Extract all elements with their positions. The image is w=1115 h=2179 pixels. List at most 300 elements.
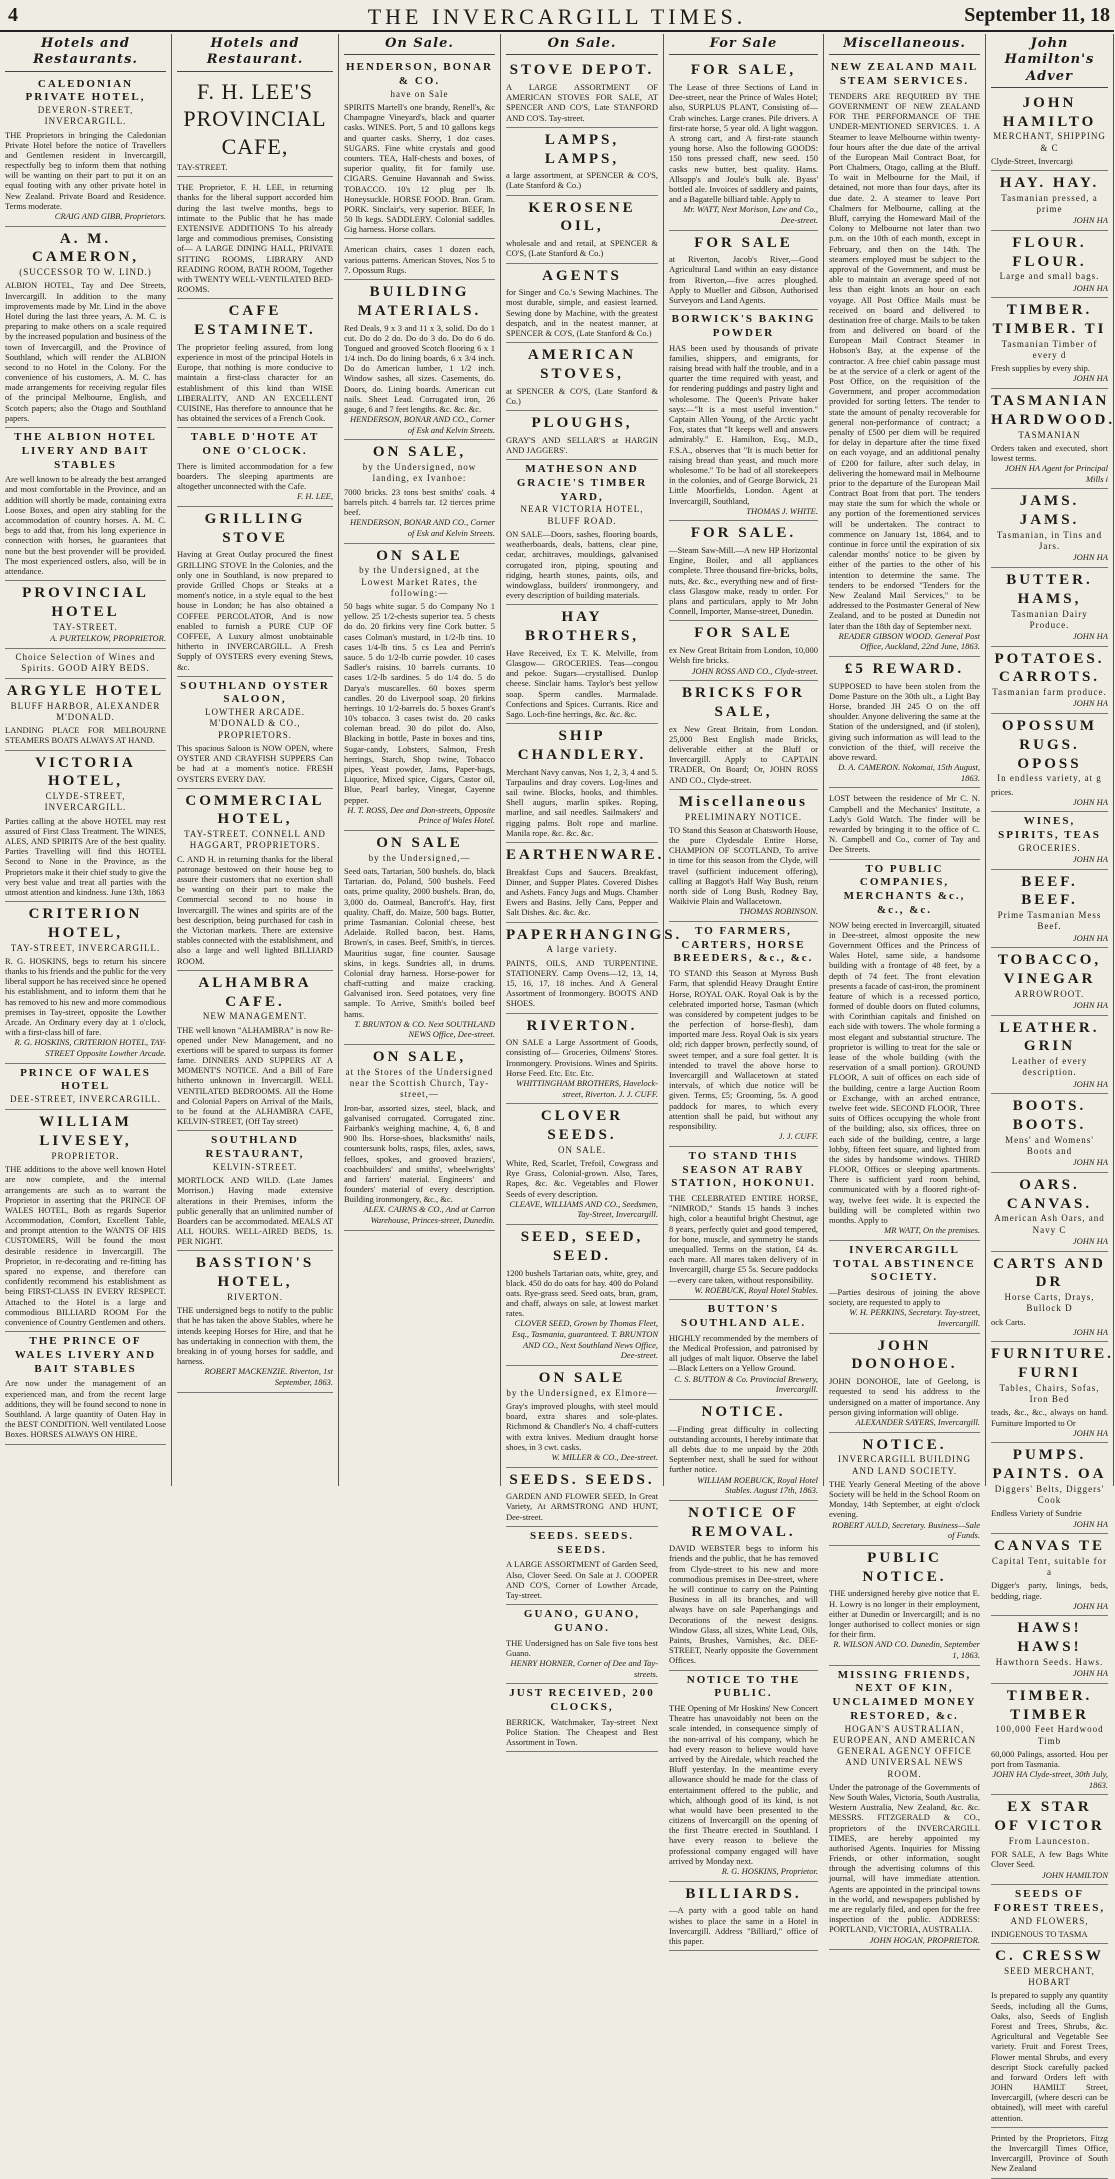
ad-signature: JOHN HA [1072,1000,1108,1011]
ad-body: ON SALE—Doors, sashes, flooring boards, weatherboards, deals, battens, clear pine, cedar, architraves, mouldings, galvanised corrugated iron, piping, spouting and ridging, hearth stones, paints, oils, and windowglass, builders' ironmongery, and every description of building materials. [506,528,658,601]
advertisement [669,790,818,922]
ad-signature: JOHN HA [1072,1518,1108,1529]
advertisement [506,1468,658,1527]
ad-title: ON SALE [538,1369,626,1386]
ad-signature: ROBERT MACKENZIE. Riverton, 1st September, 1863. [204,1366,333,1387]
ad-body: MORTLOCK AND WILD. (Late James Morrison.) Having made extensive alterations in their Premises, inform the public generally that an unlimited number of Boarders can be accommodated. MEALS AT ALL HOURS. WELL-AIRED BEDS, 1s. PER NIGHT. [177,1175,333,1247]
ad-title: ON SALE [376,547,463,564]
ad-body: THE CELEBRATED ENTIRE HORSE, "NIMROD," Stands 15 hands 3 inches high, color a beautiful bright Chestnut, age 8 years, perfectly quiet and good tempered, for bone, muscle, and symmetry he stands unequalled. Terms on the station, £4 4s. each mare. All mares taken delivery of in Invercargill, charge £5 5s. Secure paddocks—every care taken, without responsibility. [669,1193,818,1285]
ad-subtitle: Diggers' Belts, Diggers' Cook [994,1483,1105,1506]
advertisement [829,1241,980,1334]
ad-body: THE additions to the above well known Hotel are now complete, and the internal arrangements are such as to warrant the Proprietor in asserting that the PRINCE OF WALES HOTEL, Both as regards Superior Accommodation, Comfort, Excellent Table, and prompt attention to the WANTS OF HIS CUSTOMERS, Will be found the most desirable residence in Invercargill. The Proprietor, in re-decorating and re-fitting has spared no expense, and therefore can confidently recommend his establishment as being FIRST-CLASS IN EVERY RESPECT. Attached to the Hotel is a large and commodious BILLIARD ROOM For the convenience of Country Gentlemen and others. [5,1164,166,1327]
ad-subtitle: ARROWROOT. [1014,988,1085,999]
ad-body: Endless Variety of Sundrie [991,1508,1082,1519]
ad-subtitle: TAY-STREET, INVERCARGILL. [10,942,161,953]
ad-title: HAY. HAY. [999,174,1100,191]
ad-signature: T. BRUNTON & CO. Next SOUTHLAND NEWS Office, Dee-street. [354,1018,495,1040]
ad-body: A LARGE ASSORTMENT OF AMERICAN STOVES FOR SALE, AT SPENCER AND CO'S, Late STANFORD AND CO'S. Tay-street. [506,82,658,123]
ad-title: HENDERSON, BONAR & CO. [346,61,493,87]
advertisement [344,544,495,832]
advertisement [991,1795,1108,1885]
ad-title: BEEF. BEEF. [1021,873,1078,909]
ad-subtitle: PROVINCIAL CAFE, [183,106,327,159]
advertisement [991,1094,1108,1173]
ad-body: —Finding great difficulty in collecting outstanding accounts, I hereby intimate that all debts due to me unpaid by the 20th September next, shall be sued for without further notice. [669,1423,818,1475]
ad-body: Parties calling at the above HOTEL may rest assured of First Class Treatment. The WINES, ALES, AND SPIRITS Are of the best quality. Parties Travelling will find this HOTEL Second to None in the Province, as the Proprietors make it their chief study to give the very best value and treat all parties with the utmost attention and kindness. June 13th, 1863 [5,815,166,897]
ad-subtitle: DEE-STREET, INVERCARGILL. [9,1094,162,1105]
ad-subtitle: GROCERIES. [1018,842,1081,853]
advertisement [669,231,818,311]
ad-body: Clyde-Street, Invercargi [991,155,1073,166]
ad-title: CRITERION HOTEL, [28,906,143,941]
advertisement [5,902,166,1064]
advertisement [5,649,166,680]
advertisement [991,647,1108,714]
ad-title: FOR SALE. [690,525,797,542]
page-number: 4 [8,4,18,26]
advertisement [991,171,1108,231]
advertisement [991,489,1108,568]
ad-subtitle: by the Undersigned, now landing, ex Ivanhoe: [362,462,477,484]
ad-title: LAMPS, LAMPS, [544,131,620,167]
ad-title: BORWICK'S BAKING POWDER [671,313,816,339]
advertisement [506,343,658,411]
ad-body: for Singer and Co.'s Sewing Machines. The most durable, simple, and easiest learned. Sewing done by Machine, with the greatest despatch, and in the neatest manner, at SPENCER & CO'S, (Late Stanford & Co.) [506,287,658,338]
ad-body: ex New Great Britain, from London. 25,000 Best English made Bricks, deliverable either at the Bluff or Invercargill. Apply to CAPTAIN TRADER, On Board; Or, JOHN ROSS AND CO., Clyde-street. [669,723,818,785]
ad-title: PUBLIC NOTICE. [862,1549,947,1585]
ad-title: LEATHER. GRIN [999,1019,1100,1055]
columns-container [0,34,1115,2174]
ad-body: Digger's party, linings, beds, bedding, riage. [991,1580,1108,1601]
ad-body: 50 bags white sugar. 5 do Company No 1 yellow. 25 1/2-chests superior tea. 5 chests do do. 20 firkins very fine Cork butter. 5 cases Colman's mustard, in 1/2-lb tins. 10 cases 1/4-lb tins. 5 cs Lea and Perrin's sauce. 5 do 1/2-lb currie powder. 10 cases Sadler's raisins. 10 barrels currants. 10 cases 1/2-lb sardines. 5 do 1/4 do. 5 do Darya's muscarelles. 60 boxes sperm candles. 20 do Liverpool soap. 20 firkins herrings. 10 1/2-barrels do. 5 boxes Grant's 10's tobacco. 3 cases twist do. 20 casks coleman bread. 30 do pilot do. Also, Blacking in bottle, Paste in boxes and tins, Sugar-candy, Lobsters, Salmon, Fresh herrings, Starch, Shop twine, Tobacco pipes, Yeast powder, Jams, Paper-bags, Liquorice, Mixed spice, Cigars, Castor oil, Blue, Pearl barley, Vinegar, Cayenne pepper. [344,601,495,805]
ad-body: Fresh supplies by every ship. [991,363,1090,374]
ad-title: JUST RECEIVED, 200 CLOCKS, [509,1687,655,1713]
advertisement [5,75,166,227]
advertisement [506,411,658,460]
ad-title: PAPERHANGINGS. [506,926,683,943]
ad-title: FOR SALE, [690,62,797,79]
ad-title: NOTICE OF REMOVAL. [688,1504,799,1540]
advertisement [991,870,1108,949]
ad-body: —A party with a good table on hand wishes to place the same in a Hotel in Invercargill. Address "Billiard," office of this paper. [669,1905,818,1946]
issue-date: September 11, 18 [964,4,1110,26]
advertisement [5,1064,166,1111]
ad-body: THE Undersigned has on Sale five tons best Guano. [506,1637,658,1658]
ad-body: —Steam Saw-Mill.—A new HP Horizontal Engine, Boiler, and all appliances complete. Three thousand fire-bricks, bolts, nuts, &c. &c., everything new and of first-class Glasgow make, ready to order. For plans and particulars, apply to Mr John Connell, Importer, Manse-street, Dunedin. [669,545,818,617]
ad-title: SOUTHLAND RESTAURANT, [205,1134,305,1161]
ad-title: ALHAMBRA CAFE. [198,974,312,1010]
ad-subtitle: A large variety. [546,944,618,955]
ad-subtitle: PROPRIETOR. [51,1150,120,1161]
ad-subtitle: BLUFF HARBOR, ALEXANDER M'DONALD. [10,700,161,722]
ad-signature: THOMAS J. WHITE. [746,505,818,516]
ad-subtitle: TAY-STREET. CONNELL AND HAGGART, PROPRIETORS. [184,829,326,851]
ad-body: Printed by the Proprietors, Fitzg the Invercargill Times Office, Invercargill, Province of South New Zealand [991,2132,1108,2174]
advertisement [5,1110,166,1332]
ad-title: A. M. CAMERON, [32,230,139,266]
advertisement [177,507,333,677]
ad-signature: CRAIG AND GIBB, Proprietors. [54,211,166,221]
ad-signature: Mr. WATT, Next Morison, Law and Co., Dee-street. [683,204,818,225]
ad-subtitle: have on Sale [390,88,449,99]
ad-title: CAFE ESTAMINET. [194,303,316,338]
ad-body: Under the patronage of the Governments of New South Wales, Victoria, South Australia, Western Australia, New Zealand, &c. &c. MESSRS. FITZGERALD & CO., proprietors of the INVERCARGILL TIMES, are hereby appointed my authorised Agents. Inquiries for Missing Friends, or other information, sought through the advertising columns of this journal, will have immediate attention. Agents are appointed in the principal towns in the world, and newspapers published by me are regularly filed, and open for the free inspection of the public. ADDRESS: PORTLAND, VICTORIA, AUSTRALIA. [829,1781,981,1935]
advertisement [506,1225,658,1366]
ad-subtitle: by the Undersigned, ex Elmore— [506,1387,658,1398]
ad-body: TO Stand this Season at Chatsworth House, the pure Clydesdale Entire Horse, CHAMPION OF SCOTLAND, To arrive in time for this season from the Clyde, will travel (sufficient inducement offering), calling at Baggot's Half Way Bush, return north side of Long Bush, Rodney Bay, Waikivie Plain and Wallacetown. [669,824,818,907]
ad-body: 1200 bushels Tartarian oats, white, grey, and black. 450 do do oats for hay. 400 do Poland oats. Rye-grass seed. Seed oats, bran, gram, and chaff, always on sale, at lowest market rates. [506,1267,658,1319]
ad-signature: CLEAVE, WILLIAMS AND CO., Seedsmen, Tay-Street, Invercargill. [509,1198,658,1220]
ad-body: Red Deals, 9 x 3 and 11 x 3, solid. Do do 1 cut. Do do 2 do. Do do 3 do. Do do 6 do. Tongued and grooved Scotch flooring 6 x 1 1/4 inch. Do do lining boards, 6 x 3/4 inch. Do do American lumber, 1 1/2 inch. Window sashes, all sizes. Casements, do. Doors, do. Lining boards. American cut nails. Sheet Lead. Corrugated iron, 26 gauge, 6 and 7 feet lengths. &c. &c. &c. [344,322,495,414]
advertisement [177,1251,333,1392]
ad-title: NEW ZEALAND MAIL STEAM SERVICES. [830,61,979,87]
ad-title: TABLE D'HOTE AT ONE O'CLOCK. [190,431,320,457]
ad-subtitle: SEED MERCHANT, HOBART [1004,1965,1095,1988]
ad-body: Is prepared to supply any quantity Seeds, including all the Gums, Oaks, also, Seeds of English Forest and Trees, Shrubs, &c. Agricultural and Vegetable See variety. Fruit and Forest Trees, Flower mental Shrubs, and every descript Stock carefully packed and forward Orders left with JOHN HAMILT Street, Invercargill, (where descri can be obtained), will meet with careful attention. [991,1990,1108,2123]
ad-body: a large assortment, at SPENCER & CO'S, (Late Stanford & Co.) [506,170,658,191]
ad-title: BUTTON'S SOUTHLAND ALE. [680,1303,807,1330]
advertisement [991,298,1108,389]
ad-title: PUMPS. PAINTS. OA [992,1447,1107,1483]
ad-body: DAVID WEBSTER begs to inform his friends and the public, that he has removed from Clyde-street to his new and more commodious premises in Dee-street, where he will continue to carry on the Painting Business in all its branches, and will always have on sale Paperhangings and Decorations of the newest designs. Window Glass, all sizes, White Lead, Oils, Paints, Brushes, Varnishes, &c. DEE-STREET, Nearly opposite the Government Offices. [669,1543,818,1666]
advertisement [669,1671,818,1882]
ad-body: LANDING PLACE FOR MELBOURNE STEAMERS BOATS ALWAYS AT HAND. [5,725,166,746]
advertisement [506,1684,658,1752]
ad-signature: H. T. ROSS, Dee and Don-streets, Opposite Prince of Wales Hotel. [347,804,495,826]
ad-title: FLOUR. FLOUR. [1012,234,1087,270]
ad-body: R. G. HOSKINS, begs to return his sincere thanks to his friends and the public for the very liberal support he has received since he opened his establishment, and to inform them that he has removed to his new and more commodious premises in Tay-street, opposite the Lowther Arcade. An Ordinary every day at 1 o'clock, with a first-class bill of fare. [5,955,166,1038]
ad-title: TO PUBLIC COMPANIES, MERCHANTS &c., &c., &c. [843,862,966,916]
column-heading: Miscellaneous. [829,34,980,55]
ad-body: TENDERS ARE REQUIRED BY THE GOVERNMENT OF NEW ZEALAND FOR THE PERFORMANCE OF THE UNDER-MENTIONED SERVICES. 1. A Steamer to leave Melbourne within twenty-four hours after the due date of the arrival of the European Mail Contract Boat, for Port Chalmers, Otago, calling at the Bluff. To wait in Melbourne for the Mail, if detained, not more than four days, after its due date. 2. A steamer to leave Port Chalmers for Melbourne, calling at the Bluff, carrying the Homeward Mail of the Colony to Melbourne not later than two p.m. on the 10th of each month, except in February, and then on the 14th. The steamers employed must be subject to the approval of the Government, and must be able to maintain an average speed of not less than eight knots an hour on each voyage. All Post Office Mails must be received on board and delivered to destination free of charge. Mails to be taken from and delivered on board of the European Mail Contract Steamer in Hobson's Bay, at the expense of the contractor. A free chief cabin passage must be at the service of a clerk or agent of the Post Office, on the requisition of the Government, and proper accommodation provided for sorting letters. The tender to state the amount of penalty recoverable for general non-performance of contract; a penalty of £500 per diem will be required for delay in departure after the time fixed on each voyage, and an additional penalty of £200 for failure, after such delay, in delivering the homeward mail in Melbourne prior to the departure of the European Mail Contract Boat from that port. The tenders may state the sum for which the whole or any portion of the forementioned services will be undertaken. The contract to commence on January 1st, 1864, and to continue in force until the expiration of six calendar months' notice to be given by either of the parties to the other of his intention to determine the same. The tenders to be endorsed "Tenders for the New Zealand Mail Services," to be addressed to the Postmaster General of New Zealand, and to be posted at Dunedin not later than the 18th day of September next. [829,90,980,631]
column-4 [501,34,683,1748]
ad-title: PRINCE OF WALES HOTEL [20,1066,151,1093]
advertisement [829,1334,980,1433]
ad-body: THE Yearly General Meeting of the above Society will be held in the School Room on Monday, 14th September, at eight o'clock evening. [829,1478,980,1520]
advertisement [669,521,818,621]
ad-body: —Parties desirous of joining the above society, are requested to apply to [829,1287,980,1308]
ad-title: THE PRINCE OF WALES LIVERY AND BAIT STABLES [14,1335,157,1375]
ad-subtitle: Prime Tasmanian Mess Beef. [997,910,1102,932]
ad-title: SEEDS. SEEDS. SEEDS. [530,1529,634,1556]
advertisement [177,677,333,789]
ad-signature: J. J. CUFF. [778,1131,818,1142]
ad-subtitle: From Launceston. [1008,1835,1091,1846]
ad-subtitle: CLYDE-STREET, INVERCARGILL. [44,791,127,813]
ad-title: CALEDONIAN PRIVATE HOTEL, [25,77,146,104]
ad-title: CLOVER SEEDS. [540,1108,624,1143]
ad-body: ALBION HOTEL, Tay and Dee Streets, Invercargill. In addition to the many improvements made by Mr. Lind in the above Hotel during the last three years, A. M. C. is preparing to make others on a scale required by the increased population and business of the town of Invercargill, and the Province of Southland, which will render the ALBION second to no Hotel in the Colony. For the convenience of his customers, A. M. C. has made arrangements for receiving regular files of the principal Melbourne, English, and Scotch papers; also the Otago and Southland papers. [5,280,166,423]
advertisement [991,1252,1108,1343]
column-1 [0,34,172,1486]
ad-title: FOR SALE [694,234,793,251]
ad-body: at Riverton, Jacob's River,—Good Agricultural Land within an easy distance from Riverton,—five acres ploughed. Apply to Mueller and Gibson, Authorised Surveyors and Land Agents. [669,254,818,305]
ad-title: SOUTHLAND OYSTER SALOON, [180,679,330,706]
ad-subtitle: INVERCARGILL BUILDING AND LAND SOCIETY. [838,1454,971,1476]
ad-subtitle: RIVERTON. [226,1291,284,1302]
advertisement [506,264,658,344]
ad-title: PROVINCIAL HOTEL [22,585,149,620]
ad-subtitle: Tasmanian pressed, a prime [1001,192,1098,214]
ad-subtitle: Tasmanian, in Tins and Jars. [996,529,1103,552]
ad-signature: ROBERT AULD, Secretary. Business—Sale of Funds. [832,1519,980,1541]
advertisement [669,1300,818,1400]
ad-signature: HENDERSON, BONAR AND CO., Corner of Esk and Kelvin Streets. [349,414,495,435]
advertisement [5,428,166,581]
ad-body: SUPPOSED to have been stolen from the Dome Pasture on the 30th ult., a Light Bay Horse, branded JH 245 O on the off shoulder. Anyone delivering the same at the Station of the undersigned, and (if stolen), giving such information as will lead to the conviction of the thief, will receive the above reward. [829,680,980,762]
ad-title: WINES, SPIRITS, TEAS [998,815,1101,842]
ad-title: BRICKS FOR SALE, [682,685,805,720]
advertisement [669,1882,818,1952]
ad-title: MISSING FRIENDS, NEXT OF KIN, UNCLAIMED MONEY RESTORED, &c. [832,1668,977,1722]
ad-signature: HENDERSON, BONAR AND CO., Corner of Esk and Kelvin Streets. [349,517,495,538]
column-heading: For Sale [669,34,818,55]
advertisement [344,239,495,280]
ad-body: Orders taken and executed, short lowest terms. [991,442,1108,463]
ad-signature: JOHN ROSS AND CO., Clyde-street. [691,665,818,676]
ad-title: SHIP CHANDLERY. [517,728,647,763]
ad-signature: W. H. PERKINS, Secretary. Tay-street, Invercargill. [849,1307,980,1329]
ad-body: Are now under the management of an experienced man, and from the recent large additions, they will be found second to none in Southland. A large quantity of Oaten Hay in the BEST CONDITION. Well ventilated Loose Boxes. HORSES ALWAYS ON HIRE. [5,1378,166,1440]
ad-title: C. CRESSW [995,1948,1104,1965]
ad-subtitle: Mens' and Womens' Boots and [1005,1134,1094,1157]
advertisement [991,714,1108,812]
ad-title: BUTTER. HAMS, [1006,572,1093,607]
ad-body: THE well known "ALHAMBRA" is now Re-opened under New Management, and no exertions will be spared to surpass its former fame. DINNERS AND SUPPERS AT A MOMENT'S NOTICE. And a Bill of Fare hitherto unknown in Invercargill. WELL VENTILATED BEDROOMS. All the Home and Colonial Papers on Arrival of the Mails, to be found at the ALHAMBRA CAFE, KELVIN-STREET, (Off Tay street) [177,1024,333,1127]
ad-signature: JOHN HA [1072,373,1108,384]
ad-title: THE ALBION HOTEL LIVERY AND BAIT STABLES [14,431,157,471]
ad-title: WILLIAM LIVESEY, [39,1114,132,1150]
advertisement [177,299,333,428]
ad-body: PAINTS, OILS, AND TURPENTINE. STATIONERY. Camp Ovens—12, 13, 14, 15, 16, 17, 18 inches. And A General Assortment of Ironmongery. BOOTS AND SHOES. [506,957,658,1009]
ad-title: TIMBER. TIMBER. TI [992,302,1107,337]
ad-body: GARDEN AND FLOWER SEED, In Great Variety, At ARMSTRONG AND HUNT, Dee-street. [506,1491,658,1522]
ad-signature: C. S. BUTTON & Co. Provincial Brewery, Invercargill. [674,1373,818,1395]
advertisement [991,948,1108,1015]
ad-subtitle: at the Stores of the Undersigned near the Scottish Church, Tay-street,— [345,1066,494,1100]
advertisement [506,843,665,923]
ad-subtitle: NEW MANAGEMENT. [202,1011,308,1022]
advertisement [5,1332,166,1444]
ad-body: wholesale and and retail, at SPENCER & CO'S, (Late Stanford & Co.) [506,238,658,259]
ad-body: TO STAND this Season at Myross Bush Farm, that splendid Heavy Draught Entire Horse, ROYAL OAK. Royal Oak is by the celebrated imported horse, Tasman (which was considered by competent judges to be the perfection of horse-flesh), dam imported mare Jess. Royal Oak is six years old; rich dapper brown, perfectly sound, of sweet temper, and a sure foal getter. It is intended to travel the above horse to Invercargill and Wallacetown at stated intervals, of which due notice will be given. Terms, £5; Grooming, 5s. A good paddock for mares, to which every attention shall be paid, but without any responsibility. [669,968,818,1131]
ad-signature: W. ROEBUCK, Royal Hotel Stables. [694,1284,818,1295]
ad-body: NOW being erected in Invercargill, situated in Dee-street, almost opposite the new Government Offices and the Princess of Wales Hotel, same side, a handsome building with a frontage of 48 feet, by a depth of 74 feet. The front elevation presents a facade of cast-iron, the prominent feature of which is a recessed portico, formed of double doors on fluted columns, with Corinthian capitals and finished on each side with towers. The whole forming a most elegant and substantial structure. The proprietor is willing to treat for the sale or lease of the whole building (with the reservation of a small portion). GROUND FLOOR, A suit of offices on each side of the building, centre a large Auction Room or Exchange, with an arched entrance, twelve feet wide. SECOND FLOOR, Three suits of Offices occupying the whole front of the building; also, six offices, three on each side of the building, centre, a large lobby, fifteen feet square, and lighted from the sides by handsome windows. THIRD FLOOR, Offices or sleeping apartments. There is sufficient yard room behind, communicated with by a floored right-of-way, twelve feet wide. It is expected the building will be completed within two months. Apply to [829,919,980,1225]
ad-body: THE Proprietors in bringing the Caledonian Private Hotel before the notice of Travellers and Gentlemen resident in Invercargill, respectfully beg to inform them that nothing will be wanting on their part to put it on an equal footing with any other private hotel in New Zealand. Private Board and Residence. Terms moderate. [5,129,166,211]
advertisement [344,280,495,440]
ad-subtitle: HOGAN'S AUSTRALIAN, EUROPEAN, AND AMERICAN GENERAL AGENCY OFFICE AND UNIVERSAL NEWS ROOM. [832,1723,977,1779]
advertisement [991,389,1115,489]
ad-body: A LARGE ASSORTMENT of Garden Seed, Also, Clover Seed. On Sale at J. COOPER AND CO'S, Corner of Lowther Arcade, Tay-street. [506,1559,658,1600]
ad-title: AMERICAN STOVES, [527,347,637,382]
ad-title: JAMS. JAMS. [1019,493,1080,529]
column-5 [664,34,824,1946]
column-6 [824,34,986,1945]
ad-subtitle: KELVIN-STREET. [212,1161,298,1172]
ad-subtitle: Capital Tent, suitable for a [991,1555,1108,1578]
ad-signature: A. PURTELKOW, PROPRIETOR. [50,632,166,643]
advertisement [506,1527,658,1605]
ad-subtitle: In endless variety, at g [997,773,1102,784]
advertisement [5,679,166,751]
column-heading: Hotels and Restaurants. [5,34,166,72]
ad-body: LOST between the residence of Mr C. N. Campbell and the Mechanics' Institute, a Lady's Gold Watch. The finder will be rewarded by bringing it to the office of C. N. Campbell and Co., corner of Tay and Dee Streets. [829,793,980,855]
advertisement [991,1684,1108,1796]
ad-body: There is limited accommodation for a few boarders. The sleeping apartments are altogether unconnected with the Cafe. [177,460,333,492]
advertisement [991,1616,1108,1683]
advertisement [829,58,980,657]
ad-signature: JOHN HA [1072,631,1108,641]
ad-subtitle: (SUCCESSOR TO W. LIND.) [19,267,152,278]
ad-title: BASSTION'S HOTEL, [195,1255,315,1291]
advertisement [991,1534,1108,1616]
ad-signature: JOHN HA [1072,1235,1108,1246]
ad-signature: CLOVER SEED, Grown by Thomas Fleet, Esq., Tasmania, guaranteed. T. BRUNTON AND CO., Next Southland News Office, Dee-street. [511,1318,658,1361]
ad-title: Miscellaneous [679,793,808,810]
ad-title: EARTHENWARE. [506,846,665,863]
ad-signature: JOHN HA [1072,1668,1108,1679]
ad-body: The proprietor feeling assured, from long experience in most of the principal Hotels in Europe, that nothing is more conducive to maintain a first-class character for an establishment of this kind than WISE LIBERALITY, AND AN EXCELLENT CUISINE, Has therefore to announce that he has obtained the services of a French Cook. [177,341,333,424]
advertisement [177,1131,333,1251]
ad-subtitle: Tasmanian Dairy Produce. [1011,608,1088,630]
ad-body: Having at Great Outlay procured the finest GRILLING STOVE In the Colonies, and the only one in Southland, is now prepared to provide Grilled Chops or Steaks at a moment's notice, in a style equal to the best house in London; he has also obtained a COFFEE PERCOLATOR, And is now enabled to furnish a PURE CUP OF COFFEE, A Luxury almost unobtainable hitherto in INVERCARGILL. A Fresh Supply of OYSTERS every evening Stews, &c. [177,549,333,672]
ad-title: STOVE DEPOT. [509,62,655,79]
ad-signature: JOHN HAMILTON [1041,1869,1108,1880]
advertisement [991,1885,1108,1944]
ad-body: teads, &c., &c., always on hand. Furniture Imported to Or [991,1407,1108,1428]
ad-signature: JOHN HA [1072,932,1108,943]
ad-signature: MR WATT, On the premises. [884,1225,980,1236]
ad-signature: WILLIAM ROEBUCK, Royal Hotel Stables. August 17th, 1863. [697,1474,818,1496]
ad-signature: JOHN HA Agent for Principal Mills i [1004,463,1108,484]
advertisement [991,812,1108,869]
ad-signature: JOHN HA [1072,1427,1108,1438]
ad-signature: WHITTINGHAM BROTHERS, Havelock-street, Riverton. J. J. CUFF. [516,1078,658,1099]
ad-subtitle: Tasmanian farm produce. [992,687,1107,698]
advertisement [506,1605,658,1684]
ad-body: Iron-bar, assorted sizes, steel, black, and galvanised corrugated. Corrugated zinc. Fairbank's weighing machine, 4, 6, 8 and 900 lbs. Horse-shoes, blacksmiths' nails, countersunk bolts, rasps, files, axles, saws, felloes, spokes, and grooved braziers', coachbuilders' and smiths', wheelwrights' and farriers' material. Engineers' and founders' material of every description. Building ironmongery, &c., &c. [344,1102,495,1205]
column-2 [172,34,339,1486]
advertisement [991,1173,1108,1252]
ad-title: £5 REWARD. [844,660,965,677]
ad-body: HAS been used by thousands of private families, shippers, and emigrants, for raising bread with half the trouble, and in a quarter the time required with yeast, and for rendering puddings and pastry light and wholesome. The Queen's Private baker says:—"It is a most useful invention." Captain Allen Young, of the Arctic yacht Fox, states that "It keeps well and answers admirably." E. Hamilton, Esq., M.D., F.S.A., observes that "It is much better for raising bread than yeast, and much more wholesome." To be had of all storekeepers in the colonies, and of George Borwick, 21 Little Moorfields, London. Agent at Invercargill, Southland, [669,342,818,506]
ad-title: HAWS! HAWS! [1017,1620,1082,1656]
ad-signature: R. G. HOSKINS, Proprietor. [721,1866,818,1876]
ad-signature: R. G. HOSKINS, CRITERION HOTEL, TAY-STREET Opposite Lowther Arcade. [14,1037,166,1058]
ad-signature: JOHN HA [1072,854,1108,865]
advertisement [177,75,333,178]
newspaper-title: THE INVERCARGILL TIMES. [367,4,747,29]
ad-title: CARTS AND DR [993,1255,1106,1291]
column-heading: On Sale. [506,34,658,55]
ad-subtitle: Hawthorn Seeds. Haws. [995,1656,1104,1667]
ad-body: American chairs, cases 1 dozen each, various patterns. American Stoves, Nos 5 to 7. Opossum Rugs. [344,244,495,275]
ad-title: BILLIARDS. [685,1885,802,1902]
ad-title: ARGYLE HOTEL [6,683,165,699]
ad-body: Have Received, Ex T. K. Melville, from Glasgow— GROCERIES. Teas—congou and pekoe. Sugars—crystallised. Dunlop cheese. Sinclair hams. Taylor's best yellow soap. Sperm candles. Marmalade. Confections and Spices. Currants. Rice and Sago. Loch-fine herrings, &c. &c. &c. [506,647,658,719]
ad-title: SEEDS OF FOREST TREES, [993,1888,1106,1914]
ad-signature: JOHN HA [1072,698,1108,709]
advertisement [829,657,980,789]
advertisement [506,460,658,605]
ad-body: Merchant Navy canvas, Nos 1, 2, 3, 4 and 5. Tarpaulins and dray covers. Log-lines and sail twine. Blocks, hooks, and thimbles. Shell augurs, marlin spikes. Roping, marline, and sail needles. Sailmakers' and rigging palms. Bolt rope and marline. Manila rope. &c. &c. &c. [506,766,658,838]
advertisement [177,177,333,299]
ad-title: VICTORIA HOTEL, [35,754,136,790]
ad-title: BOOTS. BOOTS. [1012,1098,1087,1134]
advertisement [991,568,1108,647]
ad-body: White, Red, Scarlet, Trefoil, Cowgrass and Rye Grass, Colonial-grown. Also, Tares, Rapes, &c. &c. Vegetables and Flower Seeds of every description. [506,1158,658,1199]
ad-subtitle: DEVERON-STREET, INVERCARGILL. [37,105,134,127]
advertisement [177,428,333,507]
ad-subtitle: TAY-STREET. [53,621,118,632]
ad-subtitle: Large and small bags. [999,271,1100,282]
advertisement [669,621,818,681]
ad-body: BERRICK, Watchmaker, Tay-street Next Police Station. The Cheapest and Best Assortment in Town. [506,1716,658,1748]
ad-body: 7000 bricks. 23 tons best smiths' coals. 4 barrels pitch. 4 barrels tar. 12 tierces prime beef. [344,486,495,518]
ad-title: FURNITURE. FURNI [991,1346,1114,1382]
ad-signature: ALEXANDER SAYERS, Invercargill. [855,1416,980,1427]
ad-body: at SPENCER & CO'S, (Late Stanford & Co.) [506,385,658,406]
ad-title: CANVAS TE [993,1538,1106,1555]
ad-subtitle: Leather of every description. [1011,1056,1088,1078]
ad-signature: JOHN HA [1072,1326,1108,1337]
advertisement [829,1433,980,1546]
advertisement [506,128,658,196]
ad-subtitle: Horse Carts, Drays, Bullock D [1004,1292,1095,1314]
advertisement [829,788,980,859]
advertisement [506,58,658,128]
advertisement [5,227,166,428]
advertisement [991,91,1108,171]
column-3 [339,34,501,1486]
advertisement [344,1045,495,1231]
advertisement [506,1104,658,1225]
ad-subtitle: TASMANIAN [1018,429,1081,440]
ad-subtitle: Tables, Chairs, Sofas, Iron Bed [999,1382,1100,1405]
ad-title: TO STAND THIS SEASON AT RABY STATION, HOKONUI. [671,1149,816,1190]
ad-title: AGENTS [542,267,622,284]
ad-signature: JOHN HA [1072,215,1108,226]
ad-title: KEROSENE OIL, [528,199,636,235]
ad-body: Breakfast Cups and Saucers. Breakfast, Dinner, and Supper Plates. Covered Dishes and Ashets. Fancy Jugs and Mugs. Chamber Ewers and Basins. Jelly Cans, Pepper and Salt Dishes. &c. &c. &c. [506,866,658,918]
ad-signature: JOHN HA [1072,282,1108,293]
ad-signature: JOHN HA [1072,552,1108,563]
column-heading: Hotels and Restaurant. [177,34,333,72]
ad-body: prices. [991,786,1014,797]
advertisement [669,1501,818,1671]
ad-signature: HENRY HORNER, Corner of Dee and Tay-streets. [510,1657,658,1679]
ad-signature: ALEX. CAIRNS & CO., And at Carron Warehouse, Princes-street, Dunedin. [363,1204,495,1226]
column-7 [986,34,1115,2174]
ad-title: RIVERTON. [526,1017,638,1034]
ad-title: JOHN HAMILTO [1002,94,1097,130]
advertisement [506,196,658,264]
ad-title: GUANO, GUANO, GUANO. [523,1608,641,1634]
ad-body: Gray's improved ploughs, with steel mould board, extra shares and sole-plates. Richmond & Chandler's No. 4 chaff-cutters with extra knives. Medium draught horse shoes, in 3 cwt. casks. [506,1400,658,1452]
advertisement [344,58,495,239]
ad-title: F. H. LEE'S [197,78,313,104]
ad-title: INVERCARGILL TOTAL ABSTINENCE SOCIETY. [833,1243,976,1284]
ad-body: JOHN DONOHOE, late of Geelong, is requested to send his address to the undersigned on a matter of importance. Any person giving information will oblige. [829,1376,980,1417]
ad-body: FOR SALE, A few Bags White Clover Seed. [991,1849,1108,1870]
ad-signature: W. MILLER & CO., Dee-street. [551,1451,658,1462]
ad-subtitle: 100,000 Feet Hardwood Timb [995,1724,1104,1746]
ad-title: ON SALE [376,835,463,851]
ad-signature: JOHN HA [1072,796,1108,807]
ad-body: THE Proprietor, F. H. LEE, in returning thanks for the liberal support accorded him during the last twelve months, begs to intimate to the Public that he has made EXTENSIVE ADDITIONS To his already large and commodious premises, Consisting of— A LARGE DINING HALL, PRIVATE SITTING ROOMS, LIBRARY AND READING ROOM, BATH ROOM, Together with TWENTY WELL-VENTILATED BED-ROOMS. [177,182,333,295]
ad-subtitle: LOWTHER ARCADE. M'DONALD & CO., PROPRIETORS. [205,707,305,740]
ad-subtitle: AND FLOWERS, [1010,1915,1089,1926]
